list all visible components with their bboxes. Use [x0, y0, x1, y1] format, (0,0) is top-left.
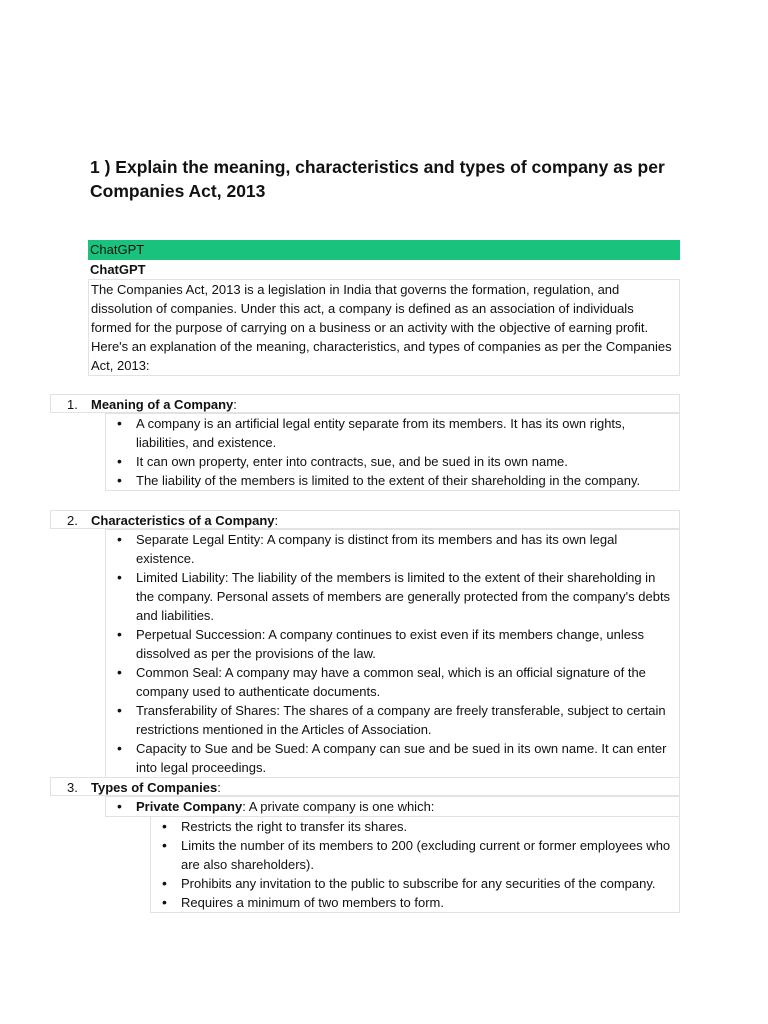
list-item: • Transferability of Shares: The shares of a company are freely transferable, subject to certain restrictions mentioned in the Articles of Association. — [106, 701, 679, 739]
section-1-list — [105, 413, 680, 491]
list-item: • Limits the number of its members to 200 (excluding current or former employees who are also shareholders). — [151, 836, 679, 874]
chatgpt-label-bar: ChatGPT — [88, 240, 680, 260]
list-item: • The liability of the members is limited to the extent of their shareholding in the company. — [106, 471, 679, 490]
list-item: • Common Seal: A company may have a common seal, which is an official signature of the company used to authenticate documents. — [106, 663, 679, 701]
list-item: • Requires a minimum of two members to form. — [151, 893, 679, 912]
intro-paragraph: The Companies Act, 2013 is a legislation in India that governs the formation, regulation, and dissolution of companies. Under this act, a company is defined as an association of individuals formed for the purpose of carrying on a business or an activity with the objective of earning profit. Here's an explanation of the meaning, characteristics, and types of companies as per the Companies Act, 2013: — [88, 279, 680, 376]
section-3-heading: 3. Types of Companies: — [50, 777, 680, 796]
list-item-private-company: • Private Company: A private company is one which: — [106, 797, 679, 816]
section-3-list — [105, 796, 680, 817]
list-item: • Prohibits any invitation to the public to subscribe for any securities of the company. — [151, 874, 679, 893]
private-company-title: Private Company — [136, 799, 243, 814]
section-2-list — [105, 529, 680, 778]
question-heading: 1 ) Explain the meaning, characteristics and types of company as per Companies Act, 2013 — [90, 157, 665, 201]
section-number: 2. — [67, 513, 78, 528]
section-title: Meaning of a Company — [91, 397, 234, 412]
list-item: • A company is an artificial legal entity separate from its members. It has its own rights, liabilities, and existence. — [106, 414, 679, 452]
private-company-list — [150, 816, 680, 913]
chatgpt-author-label: ChatGPT — [90, 262, 146, 277]
list-item: • Restricts the right to transfer its shares. — [151, 817, 679, 836]
list-item: • Limited Liability: The liability of the members is limited to the extent of their shareholding in the company. Personal assets of members are generally protected from the company's debts and liabilities. — [106, 568, 679, 625]
section-title: Types of Companies — [91, 780, 218, 795]
list-item: • It can own property, enter into contracts, sue, and be sued in its own name. — [106, 452, 679, 471]
section-2-heading: 2. Characteristics of a Company: — [50, 510, 680, 529]
section-number: 3. — [67, 780, 78, 795]
section-1-heading: 1. Meaning of a Company: — [50, 394, 680, 413]
section-number: 1. — [67, 397, 78, 412]
section-title: Characteristics of a Company — [91, 513, 275, 528]
list-item: • Perpetual Succession: A company continues to exist even if its members change, unless dissolved as per the provisions of the law. — [106, 625, 679, 663]
list-item: • Capacity to Sue and be Sued: A company can sue and be sued in its own name. It can enter into legal proceedings. — [106, 739, 679, 777]
list-item: • Separate Legal Entity: A company is distinct from its members and has its own legal existence. — [106, 530, 679, 568]
